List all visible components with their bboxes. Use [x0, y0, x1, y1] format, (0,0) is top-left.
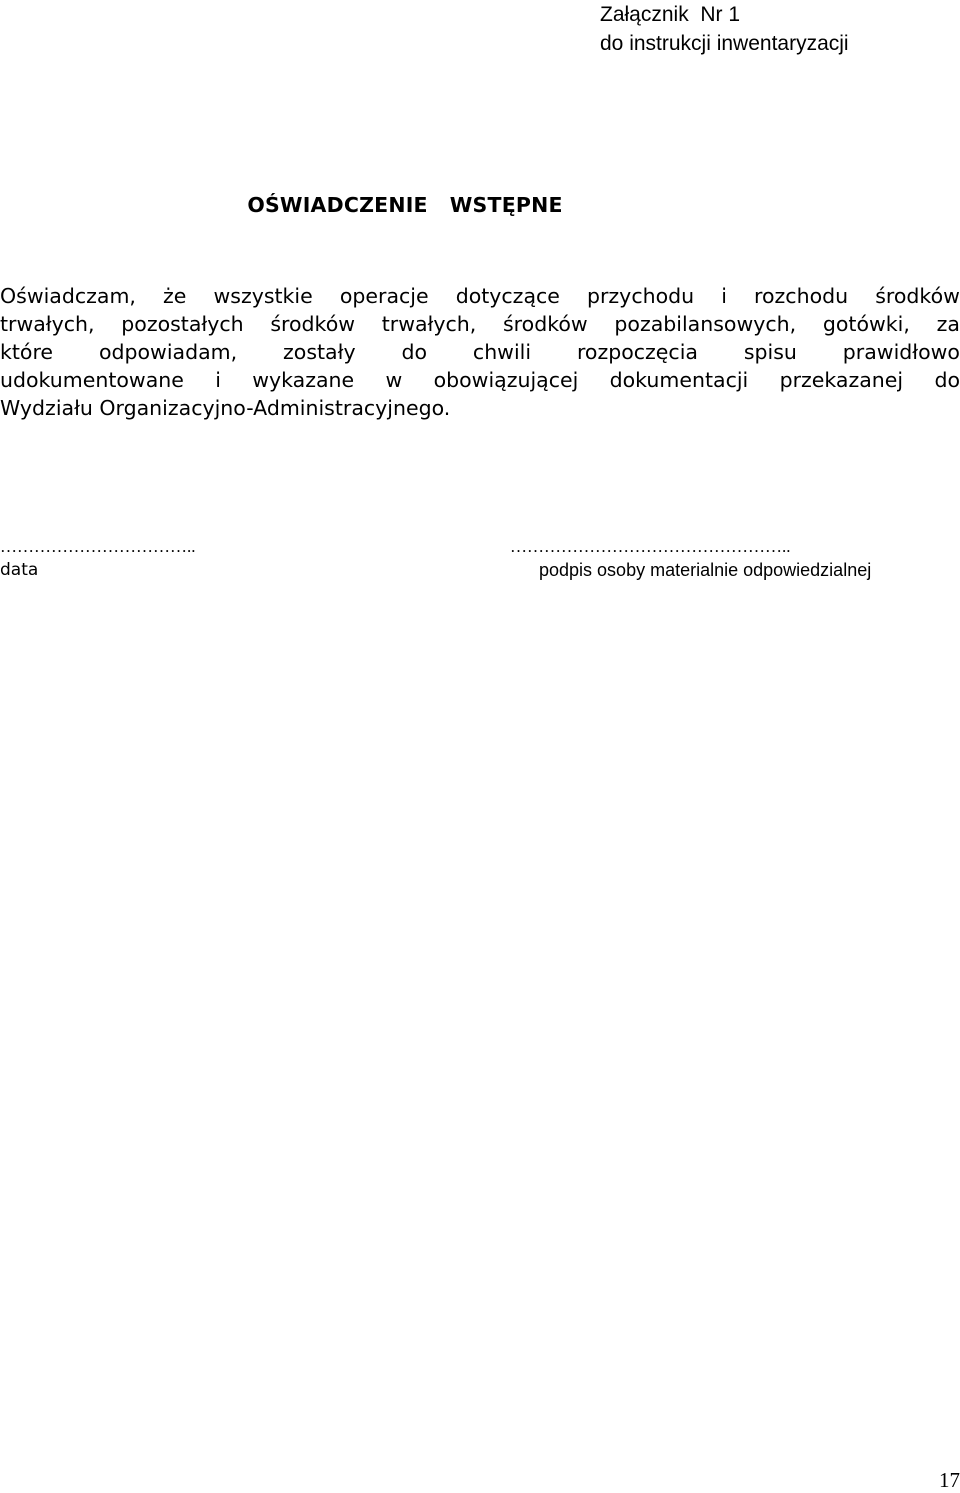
statement-word: zostały — [283, 340, 356, 364]
statement-word: trwałych, — [0, 312, 95, 336]
date-label: data — [0, 560, 39, 580]
statement-word: za — [936, 312, 960, 336]
statement-line — [0, 310, 960, 338]
statement-word: i — [215, 368, 221, 392]
statement-word: Wydziału Organizacyjno-Administracyjnego. — [0, 396, 451, 420]
attachment-number: Załącznik Nr 1 — [600, 3, 741, 26]
statement-line — [0, 282, 960, 310]
statement-word: środków — [875, 284, 960, 308]
attachment-header — [600, 0, 849, 58]
date-dotted-line: …………………………….. — [0, 537, 196, 556]
date-signature-block — [0, 536, 196, 582]
statement-word: i — [721, 284, 727, 308]
statement-word: operacje — [339, 284, 429, 308]
signature-dotted-line: ………………………………………….. — [510, 537, 791, 556]
statement-word: pozostałych — [121, 312, 244, 336]
statement-paragraph — [0, 282, 960, 422]
statement-word: dotyczące — [455, 284, 560, 308]
statement-word: trwałych, — [381, 312, 477, 336]
statement-word: Oświadczam, — [0, 284, 136, 308]
statement-line — [0, 338, 960, 366]
statement-line — [0, 394, 960, 422]
statement-word: udokumentowane — [0, 368, 184, 392]
statement-word: przekazanej — [779, 368, 904, 392]
person-signature-block — [510, 536, 871, 582]
statement-word: rozpoczęcia — [576, 340, 698, 364]
statement-word: gotówki, — [822, 312, 910, 336]
statement-word: które — [0, 340, 54, 364]
attachment-reference: do instrukcji inwentaryzacji — [600, 32, 849, 55]
statement-word: spisu — [743, 340, 797, 364]
signature-label: podpis osoby materialnie odpowiedzialnej — [539, 560, 872, 580]
statement-word: przychodu — [586, 284, 695, 308]
statement-word: chwili — [472, 340, 532, 364]
statement-word: w — [385, 368, 403, 392]
statement-word: dokumentacji — [609, 368, 749, 392]
document-title: OŚWIADCZENIE WSTĘPNE — [247, 193, 563, 217]
statement-word: wszystkie — [213, 284, 313, 308]
statement-word: obowiązującej — [433, 368, 579, 392]
statement-word: rozchodu — [754, 284, 849, 308]
statement-word: do — [934, 368, 960, 392]
statement-word: pozabilansowych, — [614, 312, 797, 336]
page-number: 17 — [939, 1468, 960, 1492]
statement-word: środków — [270, 312, 356, 336]
statement-line — [0, 366, 960, 394]
statement-word: odpowiadam, — [98, 340, 238, 364]
statement-word: do — [401, 340, 428, 364]
statement-word: wykazane — [252, 368, 355, 392]
statement-word: środków — [503, 312, 588, 336]
statement-word: prawidłowo — [842, 340, 960, 364]
statement-word: że — [163, 284, 187, 308]
